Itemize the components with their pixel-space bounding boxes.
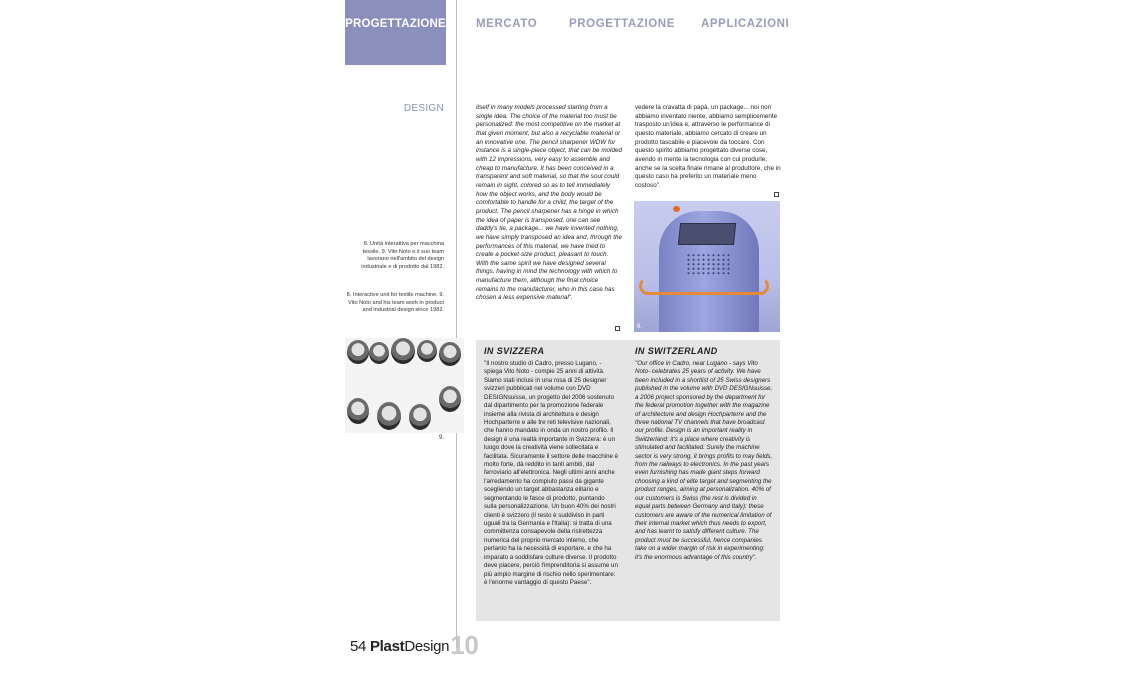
page-footer — [350, 630, 479, 661]
page-number: 54 — [350, 638, 370, 655]
team-photo — [345, 338, 464, 433]
caption-english: 8. Interactive unit for textile machine. 9. Vito Noto and his team work in product and industrial design since 1982. — [346, 292, 444, 314]
section-tab — [345, 0, 446, 65]
box-text-italian: "Il nostro studio di Cadro, presso Lugano, - spiega Vito Noto - compie 25 anni di attività. Siamo stati inclusi in una rosa di 25 designer svizzeri pubblicati nel volume con DVD DESIGNsuisse, un progetto del 2006 sostenuto dal dipartimento per la promozione federale insieme alla rivista di architettura e design Hochparterre e alle tre reti televisive nazionali, che hanno mandato in onda un nostro profilo. Il design è una realtà importante in Svizzera: è un luogo dove la creatività viene sollecitata e facilitata. Sicuramente il settore delle macchine è molto forte, dà reddito in tanti ambiti, dal ferroviario all'elettronica. Negli ultimi anni anche l'arredamento ha compiuto passi da gigante scegliendo un target abbastanza elitario e segmentando le fasce di prodotto, puntando sulla personalizzazione. Un buon 40% dei nostri clienti è svizzero (il resto è suddiviso in parti uguali tra la Germania e l'Italia): si tratta di una committenza consapevole della ristrettezza numerica del proprio mercato interno, che pertanto ha la necessità di esportare, e che ha imparato a soddisfare culture diverse. Il prodotto deve piacere, perciò l'imprenditoria si assume un più ampio margine di rischio nello sperimentare: è l'enorme vantaggio di questo Paese". — [484, 360, 619, 586]
issue-number: 10 — [450, 630, 479, 660]
column-rule — [456, 0, 457, 648]
brand-plast: Plast — [369, 638, 405, 655]
box-text-english: "Our office in Cadro, near Lugano - says Vito Noto- celebrates 25 years of activity. We have been included in a shortlist of 25 Swiss designers published in the volume with DVD DESIGNsuisse, a 2006 project sponsored by the department for the federal promotion together with the magazine of architecture and design Hochparterre and the three national TV channels that have broadcast our profile. Design is an important reality in Switzerland: it's a place where creativity is stimulated and facilitated. Surely the machine sector is very strong, it brings profits to may fields, from the railways to electronics. In the past years even furnishing has made giant steps forward choosing a kind of elite target and segmenting the product ranges, aiming at personalization. 40% of our customers is Swiss (the rest is divided in equal parts between Germany and Italy): these customers are aware of the numerical limitation of their internal market which thus needs to export, and has learnt to satisfy different culture. The product must be successful, hence companies take on a wider margin of risk in experimenting: it's the enormous advantage of this country". — [635, 360, 773, 561]
caption-italian: 8. Unità interattiva per macchina tessile. 9. Vito Noto e il suo team lavorano nell'ambito del design industriale e di prodotto dal 1982. — [361, 241, 444, 270]
box-heading-english: IN SWITZERLAND — [635, 346, 718, 356]
body-column-english: itself in many models processed starting from a single idea. The choice of the material too must be personalized: the most competitive on the market at that given moment, but also a recyclable material or an innovative one. The pencil sharpener WDW for instance is a single-piece object, that can be molded with 12 impressions, very easy to assemble and cheap to manufacture. It has been conceived in a transparent and soft material, so that the soul could remain in sight, colored so as to tell immediately how the object works, and the body would be comfortable to handle for a child, the target of the product. The pencil sharpener has a hinge in which the idea of paper is transposed, one can see daddy's tie, a package... we have invented nothing, we have simply transposed an idea and, through the performances of this material, we have tried to create a pocket-size product, pleasant to touch. With the same spirit we have designed several things, having in mind the technology with which to manufacture them, although the final choice remains to the manufacturer, who in this case has chosen a less expensive material". — [476, 104, 622, 302]
end-mark-icon — [615, 326, 620, 331]
section-tab-label: PROGETTAZIONE — [345, 18, 446, 30]
box-heading-italian: IN SVIZZERA — [484, 346, 545, 356]
brand-design: Design — [404, 638, 450, 655]
product-image — [634, 201, 780, 332]
product-number: 8. — [637, 324, 643, 330]
body-column-italian: vedere la cravatta di papà, un package... noi non abbiamo inventato niente, abbiamo semplicemente trasposto un'idea e, attraverso le performance di questo materiale, abbiamo cercato di creare un prodotto tascabile e piacevole da toccare. Con questo spirito abbiamo progettato diverse cose, avendo in mente la tecnologia con cui produrle, anche se la scelta finale rimane al produttore, che in questo caso ha preferito un materiale meno costoso". — [635, 104, 781, 189]
section-label: DESIGN — [403, 103, 444, 114]
end-mark-icon — [774, 192, 779, 197]
nav-applicazioni[interactable]: APPLICAZIONI — [701, 18, 790, 30]
nav-mercato[interactable]: MERCATO — [476, 18, 538, 30]
photo-number: 9. — [438, 435, 444, 441]
nav-progettazione[interactable]: PROGETTAZIONE — [569, 18, 675, 30]
